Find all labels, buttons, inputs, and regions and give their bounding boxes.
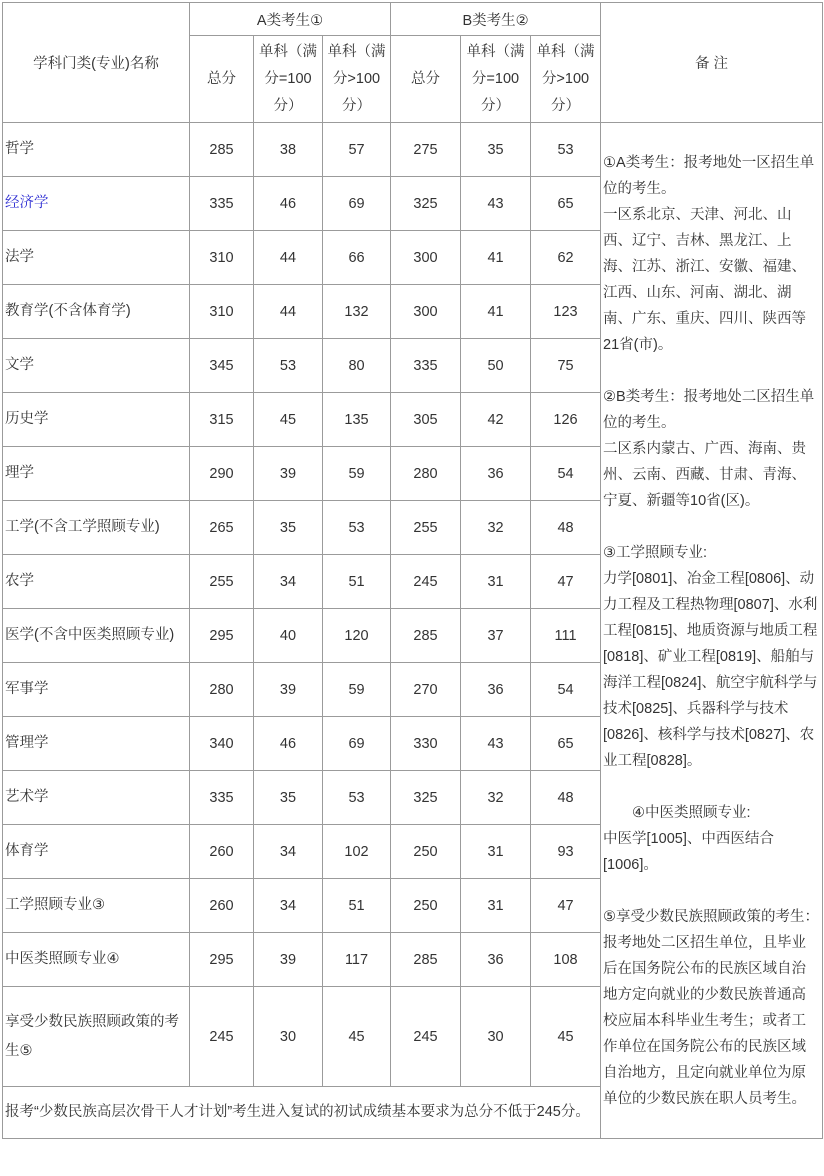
b-total-score: 275 bbox=[391, 123, 461, 177]
b-single-eq100-score: 41 bbox=[461, 285, 531, 339]
b-single-gt100-score: 65 bbox=[531, 717, 601, 771]
b-total-score: 285 bbox=[391, 609, 461, 663]
subject-name: 工学(不含工学照顾专业) bbox=[3, 501, 190, 555]
a-single-eq100-score: 35 bbox=[254, 771, 323, 825]
b-total-score: 280 bbox=[391, 447, 461, 501]
a-single-eq100-score: 39 bbox=[254, 933, 323, 987]
remarks-line: 力学[0801]、冶金工程[0806]、动力工程及工程热物理[0807]、水利工程[0815]、地质资源与地质工程[0818]、矿业工程[0819]、船舶与海洋工程[0824]、航空宇航科学与技术[0825]、兵器科学与技术[0826]、核科学与技术[0827]、农业工程[0828]。 bbox=[603, 570, 818, 769]
subject-name-link[interactable]: 经济学 bbox=[3, 177, 190, 231]
a-single-gt100-score: 117 bbox=[323, 933, 391, 987]
a-total-score: 265 bbox=[190, 501, 254, 555]
a-single-eq100-score: 39 bbox=[254, 447, 323, 501]
remarks-line: 中医学[1005]、中西医结合[1006]。 bbox=[603, 830, 774, 873]
subject-name: 工学照顾专业③ bbox=[3, 879, 190, 933]
subject-name: 军事学 bbox=[3, 663, 190, 717]
table-body bbox=[3, 123, 823, 1139]
table-row bbox=[3, 123, 823, 177]
b-single-gt100-score: 62 bbox=[531, 231, 601, 285]
b-single-gt100-header: 单科（满分>100分） bbox=[531, 36, 601, 123]
b-single-eq100-score: 50 bbox=[461, 339, 531, 393]
remarks-column-header: 备 注 bbox=[601, 3, 823, 123]
b-total-score: 270 bbox=[391, 663, 461, 717]
b-single-eq100-score: 36 bbox=[461, 447, 531, 501]
b-single-eq100-score: 37 bbox=[461, 609, 531, 663]
a-single-gt100-score: 66 bbox=[323, 231, 391, 285]
remarks-line: ①A类考生：报考地处一区招生单位的考生。 bbox=[603, 154, 815, 197]
subject-name: 体育学 bbox=[3, 825, 190, 879]
b-single-gt100-score: 54 bbox=[531, 447, 601, 501]
remarks-block bbox=[603, 150, 820, 358]
subject-name: 艺术学 bbox=[3, 771, 190, 825]
b-single-gt100-score: 47 bbox=[531, 879, 601, 933]
b-single-eq100-score: 36 bbox=[461, 663, 531, 717]
b-single-eq100-header: 单科（满分=100分） bbox=[461, 36, 531, 123]
a-total-score: 310 bbox=[190, 285, 254, 339]
a-single-eq100-score: 44 bbox=[254, 285, 323, 339]
score-line-table bbox=[2, 2, 823, 1139]
subject-name: 管理学 bbox=[3, 717, 190, 771]
footer-note: 报考“少数民族高层次骨干人才计划”考生进入复试的初试成绩基本要求为总分不低于245分。 bbox=[3, 1087, 601, 1139]
a-single-eq100-score: 53 bbox=[254, 339, 323, 393]
a-single-gt100-score: 80 bbox=[323, 339, 391, 393]
b-single-eq100-score: 31 bbox=[461, 825, 531, 879]
remarks-line: ③工学照顾专业: bbox=[603, 544, 708, 561]
a-total-score: 295 bbox=[190, 609, 254, 663]
b-single-eq100-score: 30 bbox=[461, 987, 531, 1087]
b-total-score: 325 bbox=[391, 771, 461, 825]
b-single-eq100-score: 42 bbox=[461, 393, 531, 447]
table-header bbox=[3, 3, 823, 123]
a-single-gt100-score: 135 bbox=[323, 393, 391, 447]
b-total-score: 305 bbox=[391, 393, 461, 447]
b-total-score: 245 bbox=[391, 987, 461, 1087]
a-single-gt100-score: 53 bbox=[323, 771, 391, 825]
b-single-gt100-score: 111 bbox=[531, 609, 601, 663]
a-single-gt100-score: 59 bbox=[323, 663, 391, 717]
a-total-score: 245 bbox=[190, 987, 254, 1087]
remarks-line: 二区系内蒙古、广西、海南、贵州、云南、西藏、甘肃、青海、宁夏、新疆等10省(区)。 bbox=[603, 440, 807, 509]
a-total-score: 290 bbox=[190, 447, 254, 501]
a-single-eq100-score: 46 bbox=[254, 717, 323, 771]
subject-name: 哲学 bbox=[3, 123, 190, 177]
a-single-gt100-score: 45 bbox=[323, 987, 391, 1087]
a-total-score: 255 bbox=[190, 555, 254, 609]
b-single-gt100-score: 53 bbox=[531, 123, 601, 177]
b-single-gt100-score: 54 bbox=[531, 663, 601, 717]
subject-name: 文学 bbox=[3, 339, 190, 393]
remarks-cell bbox=[601, 123, 823, 1139]
b-total-score: 335 bbox=[391, 339, 461, 393]
a-total-score: 295 bbox=[190, 933, 254, 987]
b-total-score: 285 bbox=[391, 933, 461, 987]
b-single-eq100-score: 43 bbox=[461, 717, 531, 771]
b-total-header: 总分 bbox=[391, 36, 461, 123]
remarks-block bbox=[603, 540, 820, 774]
a-single-eq100-header: 单科（满分=100分） bbox=[254, 36, 323, 123]
subject-name: 医学(不含中医类照顾专业) bbox=[3, 609, 190, 663]
a-single-gt100-score: 51 bbox=[323, 555, 391, 609]
a-single-gt100-score: 59 bbox=[323, 447, 391, 501]
b-single-gt100-score: 48 bbox=[531, 501, 601, 555]
b-single-eq100-score: 41 bbox=[461, 231, 531, 285]
a-single-gt100-score: 53 bbox=[323, 501, 391, 555]
b-single-gt100-score: 48 bbox=[531, 771, 601, 825]
b-single-eq100-score: 32 bbox=[461, 501, 531, 555]
group-b-header: B类考生② bbox=[391, 3, 601, 36]
a-single-gt100-score: 120 bbox=[323, 609, 391, 663]
remarks-line: ⑤享受少数民族照顾政策的考生：报考地处二区招生单位，且毕业后在国务院公布的民族区域自治地方定向就业的少数民族普通高校应届本科毕业生考生；或者工作单位在国务院公布的民族区域自治地方，且定向就业单位为原单位的少数民族在职人员考生。 bbox=[603, 908, 820, 1107]
a-single-eq100-score: 30 bbox=[254, 987, 323, 1087]
group-a-header: A类考生① bbox=[190, 3, 391, 36]
remarks-block bbox=[603, 800, 820, 878]
a-total-score: 315 bbox=[190, 393, 254, 447]
a-total-score: 260 bbox=[190, 825, 254, 879]
b-single-gt100-score: 75 bbox=[531, 339, 601, 393]
a-single-gt100-score: 69 bbox=[323, 177, 391, 231]
subject-name: 农学 bbox=[3, 555, 190, 609]
a-single-eq100-score: 34 bbox=[254, 825, 323, 879]
b-single-gt100-score: 108 bbox=[531, 933, 601, 987]
b-single-eq100-score: 35 bbox=[461, 123, 531, 177]
b-total-score: 300 bbox=[391, 231, 461, 285]
b-total-score: 245 bbox=[391, 555, 461, 609]
remarks-block bbox=[603, 904, 820, 1112]
a-total-score: 280 bbox=[190, 663, 254, 717]
b-single-gt100-score: 93 bbox=[531, 825, 601, 879]
a-total-header: 总分 bbox=[190, 36, 254, 123]
a-single-eq100-score: 44 bbox=[254, 231, 323, 285]
b-total-score: 300 bbox=[391, 285, 461, 339]
a-single-gt100-score: 69 bbox=[323, 717, 391, 771]
b-single-gt100-score: 65 bbox=[531, 177, 601, 231]
a-total-score: 335 bbox=[190, 177, 254, 231]
a-single-gt100-header: 单科（满分>100分） bbox=[323, 36, 391, 123]
remarks-line: ②B类考生：报考地处二区招生单位的考生。 bbox=[603, 388, 815, 431]
a-total-score: 260 bbox=[190, 879, 254, 933]
remarks-line: ④中医类照顾专业: bbox=[603, 804, 751, 821]
b-single-eq100-score: 31 bbox=[461, 555, 531, 609]
a-total-score: 310 bbox=[190, 231, 254, 285]
remarks-block bbox=[603, 384, 820, 514]
b-total-score: 325 bbox=[391, 177, 461, 231]
a-single-eq100-score: 35 bbox=[254, 501, 323, 555]
b-single-eq100-score: 36 bbox=[461, 933, 531, 987]
a-single-eq100-score: 45 bbox=[254, 393, 323, 447]
a-single-eq100-score: 40 bbox=[254, 609, 323, 663]
a-total-score: 285 bbox=[190, 123, 254, 177]
subject-column-header: 学科门类(专业)名称 bbox=[3, 3, 190, 123]
a-single-eq100-score: 34 bbox=[254, 879, 323, 933]
b-total-score: 255 bbox=[391, 501, 461, 555]
header-row-groups bbox=[3, 3, 823, 36]
a-single-gt100-score: 132 bbox=[323, 285, 391, 339]
subject-name: 历史学 bbox=[3, 393, 190, 447]
b-total-score: 250 bbox=[391, 825, 461, 879]
subject-name: 教育学(不含体育学) bbox=[3, 285, 190, 339]
a-single-eq100-score: 38 bbox=[254, 123, 323, 177]
a-total-score: 345 bbox=[190, 339, 254, 393]
b-single-eq100-score: 32 bbox=[461, 771, 531, 825]
b-single-gt100-score: 45 bbox=[531, 987, 601, 1087]
b-single-eq100-score: 31 bbox=[461, 879, 531, 933]
b-single-gt100-score: 123 bbox=[531, 285, 601, 339]
b-total-score: 250 bbox=[391, 879, 461, 933]
b-single-gt100-score: 126 bbox=[531, 393, 601, 447]
b-single-gt100-score: 47 bbox=[531, 555, 601, 609]
a-single-gt100-score: 102 bbox=[323, 825, 391, 879]
a-single-gt100-score: 57 bbox=[323, 123, 391, 177]
a-total-score: 340 bbox=[190, 717, 254, 771]
a-single-gt100-score: 51 bbox=[323, 879, 391, 933]
subject-name: 享受少数民族照顾政策的考生⑤ bbox=[3, 987, 190, 1087]
a-total-score: 335 bbox=[190, 771, 254, 825]
b-single-eq100-score: 43 bbox=[461, 177, 531, 231]
remarks-content bbox=[603, 150, 820, 1112]
subject-name: 中医类照顾专业④ bbox=[3, 933, 190, 987]
subject-name: 法学 bbox=[3, 231, 190, 285]
remarks-line: 一区系北京、天津、河北、山西、辽宁、吉林、黑龙江、上海、江苏、浙江、安徽、福建、江西、山东、河南、湖北、湖南、广东、重庆、四川、陕西等21省(市)。 bbox=[603, 206, 807, 353]
a-single-eq100-score: 46 bbox=[254, 177, 323, 231]
a-single-eq100-score: 39 bbox=[254, 663, 323, 717]
a-single-eq100-score: 34 bbox=[254, 555, 323, 609]
b-total-score: 330 bbox=[391, 717, 461, 771]
subject-name: 理学 bbox=[3, 447, 190, 501]
